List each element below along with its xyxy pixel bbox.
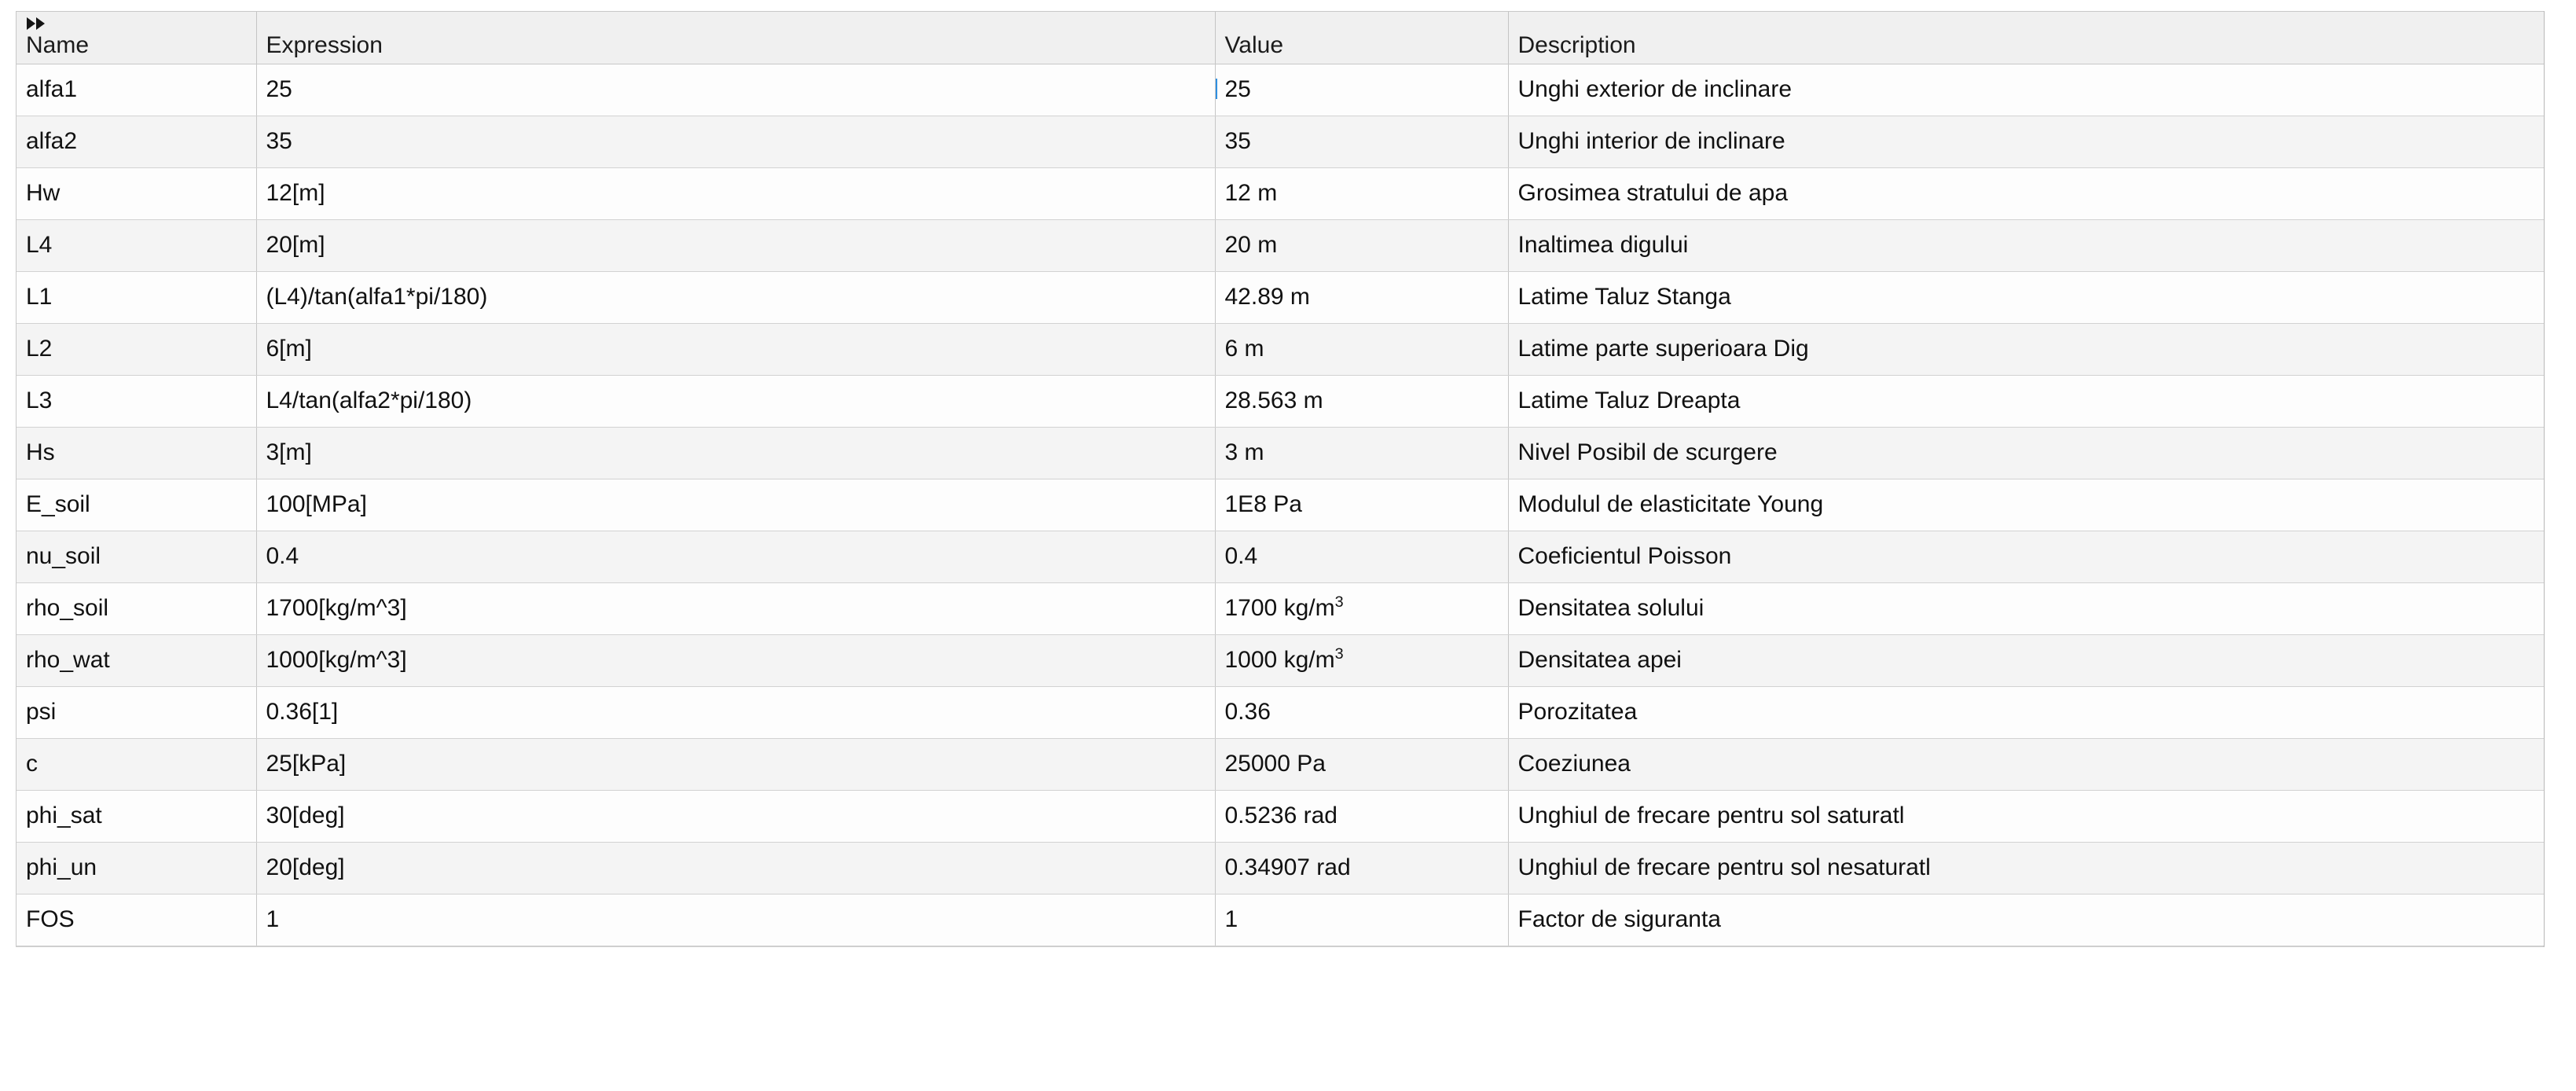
cell-description[interactable]: Inaltimea digului <box>1508 219 2544 271</box>
cell-description[interactable]: Porozitatea <box>1508 686 2544 738</box>
cell-value-text: 1000 $kg/m^3$ <box>1224 645 1344 673</box>
cell-expression[interactable]: 6[m] <box>256 323 1215 375</box>
cell-expression[interactable]: 0.4 <box>256 531 1215 582</box>
cell-description[interactable]: Coeziunea <box>1508 738 2544 790</box>
cell-description[interactable]: Latime Taluz Stanga <box>1508 271 2544 323</box>
cell-description[interactable]: Unghiul de frecare pentru sol nesaturatl <box>1508 842 2544 894</box>
cell-value-text: 1700 $kg/m^3$ <box>1224 593 1344 621</box>
cell-value-text: 12 m <box>1224 180 1278 206</box>
cell-expression[interactable]: 100[MPa] <box>256 479 1215 531</box>
table-header <box>17 12 2544 64</box>
cell-name[interactable]: Hw <box>17 167 256 219</box>
cell-name[interactable]: psi <box>17 686 256 738</box>
table-row[interactable] <box>17 686 2544 738</box>
table-row[interactable] <box>17 634 2544 686</box>
cell-value-text: 3 m <box>1224 439 1264 465</box>
cell-description[interactable]: Latime parte superioara Dig <box>1508 323 2544 375</box>
cell-value-text: 35 <box>1224 128 1251 154</box>
column-header-value-label: Value <box>1224 31 1284 58</box>
cell-expression[interactable]: 3[m] <box>256 427 1215 479</box>
table-row[interactable] <box>17 323 2544 375</box>
cell-value[interactable] <box>1215 634 1508 686</box>
cell-description[interactable]: Modulul de elasticitate Young <box>1508 479 2544 531</box>
cell-value-text: 6 m <box>1224 336 1264 362</box>
table-row[interactable] <box>17 64 2544 116</box>
cell-value-text: 0.34907 rad <box>1224 854 1351 880</box>
table-row[interactable] <box>17 167 2544 219</box>
table-row[interactable] <box>17 790 2544 842</box>
cell-name[interactable]: alfa2 <box>17 116 256 167</box>
cell-value-text: 1 <box>1224 906 1238 933</box>
table-row[interactable] <box>17 271 2544 323</box>
cell-value-text: 1E8 Pa <box>1224 491 1302 517</box>
column-header-expression[interactable] <box>256 12 1215 64</box>
cell-expression[interactable]: 25[kPa] <box>256 738 1215 790</box>
table-row[interactable] <box>17 427 2544 479</box>
cell-expression[interactable]: 25 <box>256 64 1215 116</box>
cell-value[interactable] <box>1215 219 1508 271</box>
cell-name[interactable]: phi_un <box>17 842 256 894</box>
cell-value[interactable] <box>1215 116 1508 167</box>
table-row[interactable] <box>17 842 2544 894</box>
cell-description[interactable]: Densitatea apei <box>1508 634 2544 686</box>
cell-value[interactable] <box>1215 427 1508 479</box>
cell-name[interactable]: Hs <box>17 427 256 479</box>
cell-value[interactable] <box>1215 582 1508 634</box>
column-header-description[interactable] <box>1508 12 2544 64</box>
cell-value[interactable] <box>1215 271 1508 323</box>
cell-expression[interactable]: 1 <box>256 894 1215 946</box>
cell-value[interactable] <box>1215 64 1508 116</box>
cell-expression[interactable]: 20[deg] <box>256 842 1215 894</box>
cell-expression[interactable]: (L4)/tan(alfa1*pi/180) <box>256 271 1215 323</box>
cell-description[interactable]: Grosimea stratului de apa <box>1508 167 2544 219</box>
table-row[interactable] <box>17 219 2544 271</box>
cell-name[interactable]: rho_wat <box>17 634 256 686</box>
column-header-expression-label: Expression <box>266 31 383 58</box>
cell-name[interactable]: L3 <box>17 375 256 427</box>
cell-name[interactable]: rho_soil <box>17 582 256 634</box>
parameters-table[interactable] <box>16 11 2545 947</box>
table-row[interactable] <box>17 375 2544 427</box>
cell-name[interactable]: L2 <box>17 323 256 375</box>
cell-expression[interactable]: 1000[kg/m^3] <box>256 634 1215 686</box>
cell-value[interactable] <box>1215 375 1508 427</box>
cell-expression[interactable]: L4/tan(alfa2*pi/180) <box>256 375 1215 427</box>
cell-expression[interactable]: 0.36[1] <box>256 686 1215 738</box>
table-row[interactable] <box>17 894 2544 946</box>
column-header-value[interactable] <box>1215 12 1508 64</box>
cell-description[interactable]: Coeficientul Poisson <box>1508 531 2544 582</box>
cell-name[interactable]: nu_soil <box>17 531 256 582</box>
cell-name[interactable]: alfa1 <box>17 64 256 116</box>
cell-description[interactable]: Nivel Posibil de scurgere <box>1508 427 2544 479</box>
table-row[interactable] <box>17 531 2544 582</box>
cell-value-text: 28.563 m <box>1224 388 1323 413</box>
table-row[interactable] <box>17 582 2544 634</box>
table-row[interactable] <box>17 479 2544 531</box>
table-row[interactable] <box>17 738 2544 790</box>
cell-expression[interactable]: 1700[kg/m^3] <box>256 582 1215 634</box>
cell-description[interactable]: Unghiul de frecare pentru sol saturatl <box>1508 790 2544 842</box>
cell-value[interactable] <box>1215 531 1508 582</box>
cell-value[interactable] <box>1215 894 1508 946</box>
cell-description[interactable]: Densitatea solului <box>1508 582 2544 634</box>
table-body <box>17 64 2544 946</box>
cell-value-text: 25 <box>1224 76 1251 102</box>
cell-value[interactable] <box>1215 842 1508 894</box>
fast-forward-icon[interactable] <box>26 17 46 31</box>
cell-description[interactable]: Unghi exterior de inclinare <box>1508 64 2544 116</box>
cell-name[interactable]: FOS <box>17 894 256 946</box>
cell-value[interactable] <box>1215 738 1508 790</box>
cell-description[interactable]: Latime Taluz Dreapta <box>1508 375 2544 427</box>
cell-name[interactable]: phi_sat <box>17 790 256 842</box>
column-header-name-label: Name <box>26 31 90 58</box>
cell-value[interactable] <box>1215 479 1508 531</box>
parameters-grid <box>17 12 2544 946</box>
cell-focus-marker <box>1215 79 1217 99</box>
cell-expression[interactable]: 35 <box>256 116 1215 167</box>
column-header-description-label: Description <box>1517 31 1636 58</box>
cell-expression[interactable]: 20[m] <box>256 219 1215 271</box>
cell-value[interactable] <box>1215 790 1508 842</box>
cell-value-text: 25000 Pa <box>1224 751 1326 777</box>
cell-description[interactable]: Factor de siguranta <box>1517 906 1721 933</box>
cell-expression[interactable]: 30[deg] <box>256 790 1215 842</box>
cell-expression[interactable]: 12[m] <box>256 167 1215 219</box>
cell-name[interactable]: L4 <box>17 219 256 271</box>
column-header-name[interactable] <box>17 12 256 64</box>
cell-value-text: 0.4 <box>1224 543 1258 569</box>
cell-name[interactable]: c <box>17 738 256 790</box>
cell-name[interactable]: L1 <box>17 271 256 323</box>
cell-value[interactable] <box>1215 167 1508 219</box>
cell-value-text: 0.36 <box>1224 699 1271 725</box>
cell-description[interactable]: Unghi interior de inclinare <box>1508 116 2544 167</box>
cell-value-text: 0.5236 rad <box>1224 803 1338 828</box>
cell-value-text: 20 m <box>1224 232 1278 258</box>
cell-value[interactable] <box>1215 323 1508 375</box>
cell-value[interactable] <box>1215 686 1508 738</box>
header-row <box>17 12 2544 64</box>
cell-value-text: 42.89 m <box>1224 284 1310 310</box>
cell-name[interactable]: E_soil <box>17 479 256 531</box>
table-row[interactable] <box>17 116 2544 167</box>
